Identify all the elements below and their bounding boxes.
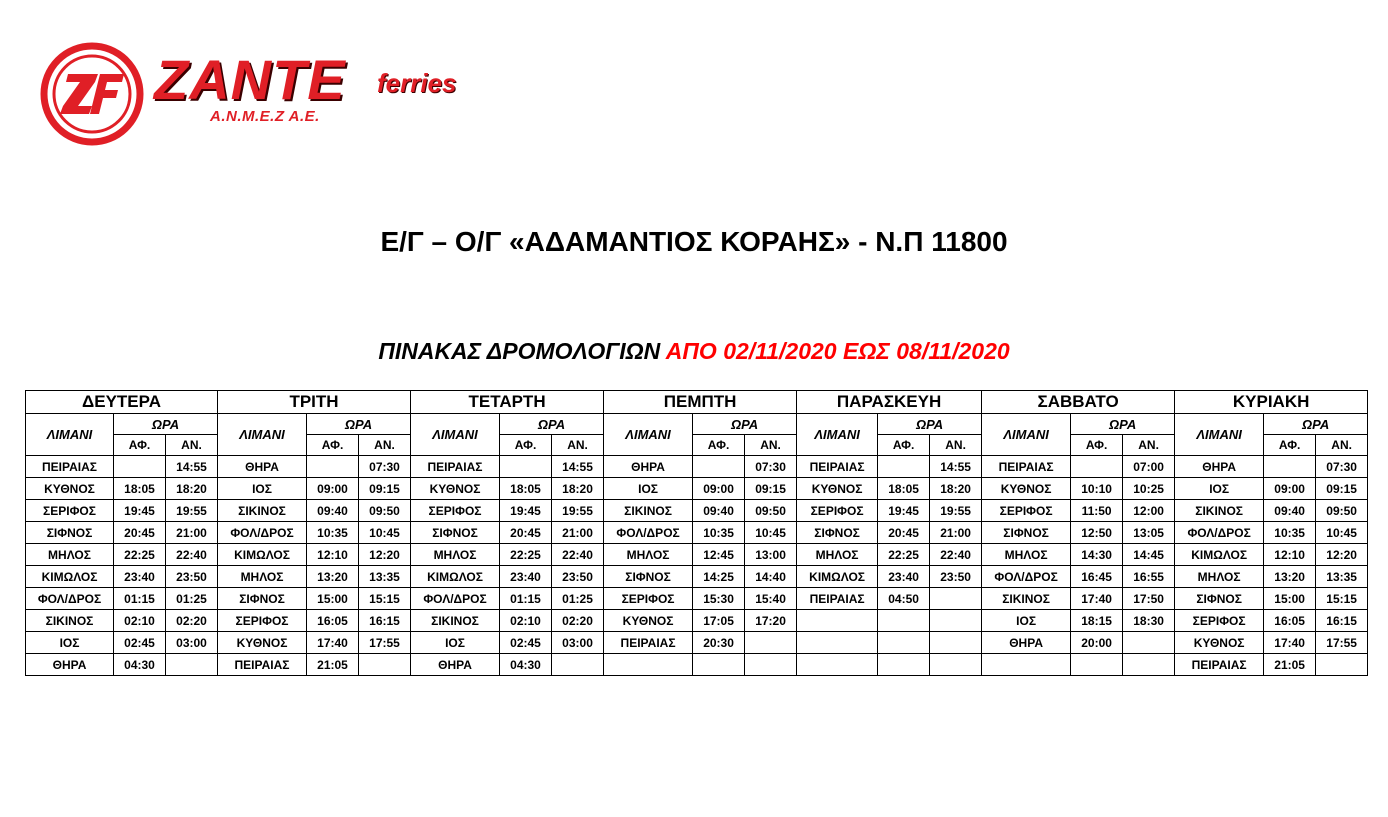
arrival-cell: 09:15 <box>1316 478 1368 500</box>
departure-cell: 23:40 <box>500 566 552 588</box>
arrival-cell: 13:35 <box>359 566 411 588</box>
departure-cell: 09:00 <box>307 478 359 500</box>
time-column-header: ΩΡΑ <box>1264 414 1368 435</box>
arrival-cell: 15:15 <box>359 588 411 610</box>
departure-cell: 18:05 <box>500 478 552 500</box>
time-column-header: ΩΡΑ <box>114 414 218 435</box>
departure-cell: 21:05 <box>307 654 359 676</box>
day-header: ΠΕΜΠΤΗ <box>604 391 797 414</box>
departure-cell: 10:35 <box>1264 522 1316 544</box>
table-row <box>26 610 1368 632</box>
port-cell: ΜΗΛΟΣ <box>1175 566 1264 588</box>
arrival-cell: 15:15 <box>1316 588 1368 610</box>
port-cell: ΣΕΡΙΦΟΣ <box>797 500 878 522</box>
arrival-cell <box>552 654 604 676</box>
port-cell: ΣΕΡΙΦΟΣ <box>26 500 114 522</box>
time-column-header: ΩΡΑ <box>878 414 982 435</box>
arrival-cell: 10:45 <box>745 522 797 544</box>
port-cell: ΣΕΡΙΦΟΣ <box>1175 610 1264 632</box>
arrival-cell: 09:50 <box>359 500 411 522</box>
port-cell <box>604 654 693 676</box>
departure-cell: 10:35 <box>693 522 745 544</box>
port-cell: ΚΥΘΝΟΣ <box>1175 632 1264 654</box>
port-cell: ΘΗΡΑ <box>411 654 500 676</box>
arrival-cell: 02:20 <box>166 610 218 632</box>
arrival-cell: 22:40 <box>930 544 982 566</box>
port-cell: ΠΕΙΡΑΙΑΣ <box>797 456 878 478</box>
port-cell: ΚΙΜΩΛΟΣ <box>1175 544 1264 566</box>
arrival-cell: 14:40 <box>745 566 797 588</box>
port-cell: ΣΙΦΝΟΣ <box>604 566 693 588</box>
arrival-cell: 10:45 <box>1316 522 1368 544</box>
zante-ferries-logo <box>40 42 510 146</box>
departure-cell: 15:00 <box>1264 588 1316 610</box>
port-column-header: ΛΙΜΑΝΙ <box>26 414 114 456</box>
arrival-cell <box>359 654 411 676</box>
arrival-cell: 13:00 <box>745 544 797 566</box>
departure-cell: 16:45 <box>1071 566 1123 588</box>
port-cell: ΣΙΚΙΝΟΣ <box>411 610 500 632</box>
departure-cell: 02:45 <box>114 632 166 654</box>
departure-cell: 22:25 <box>878 544 930 566</box>
departure-cell: 18:05 <box>878 478 930 500</box>
departure-cell: 15:00 <box>307 588 359 610</box>
departure-column-header: ΑΦ. <box>1264 435 1316 456</box>
arrival-cell: 03:00 <box>166 632 218 654</box>
departure-cell: 02:45 <box>500 632 552 654</box>
arrival-cell: 15:40 <box>745 588 797 610</box>
port-cell: ΦΟΛ/ΔΡΟΣ <box>1175 522 1264 544</box>
departure-cell: 12:10 <box>307 544 359 566</box>
table-row <box>26 632 1368 654</box>
day-header: ΣΑΒΒΑΤΟ <box>982 391 1175 414</box>
departure-cell: 16:05 <box>307 610 359 632</box>
port-cell: ΠΕΙΡΑΙΑΣ <box>797 588 878 610</box>
departure-cell: 17:05 <box>693 610 745 632</box>
departure-cell: 09:00 <box>1264 478 1316 500</box>
port-cell: ΙΟΣ <box>604 478 693 500</box>
departure-cell: 02:10 <box>500 610 552 632</box>
departure-cell: 20:45 <box>500 522 552 544</box>
arrival-cell: 01:25 <box>166 588 218 610</box>
table-row <box>26 500 1368 522</box>
arrival-cell: 09:15 <box>745 478 797 500</box>
arrival-cell: 12:20 <box>1316 544 1368 566</box>
arrival-column-header: ΑΝ. <box>1316 435 1368 456</box>
departure-cell: 18:05 <box>114 478 166 500</box>
port-cell: ΚΥΘΝΟΣ <box>797 478 878 500</box>
departure-cell: 22:25 <box>114 544 166 566</box>
departure-cell <box>307 456 359 478</box>
port-cell <box>797 610 878 632</box>
arrival-cell: 03:00 <box>552 632 604 654</box>
port-cell: ΜΗΛΟΣ <box>982 544 1071 566</box>
departure-cell: 20:45 <box>878 522 930 544</box>
arrival-cell: 19:55 <box>552 500 604 522</box>
departure-cell <box>500 456 552 478</box>
port-cell: ΚΥΘΝΟΣ <box>218 632 307 654</box>
departure-cell: 12:10 <box>1264 544 1316 566</box>
table-row <box>26 478 1368 500</box>
port-cell: ΜΗΛΟΣ <box>218 566 307 588</box>
departure-cell: 16:05 <box>1264 610 1316 632</box>
arrival-cell: 14:55 <box>166 456 218 478</box>
arrival-cell: 14:45 <box>1123 544 1175 566</box>
port-cell: ΣΕΡΙΦΟΣ <box>218 610 307 632</box>
departure-cell: 12:45 <box>693 544 745 566</box>
departure-cell: 11:50 <box>1071 500 1123 522</box>
port-cell: ΚΙΜΩΛΟΣ <box>797 566 878 588</box>
arrival-cell: 01:25 <box>552 588 604 610</box>
departure-column-header: ΑΦ. <box>307 435 359 456</box>
time-column-header: ΩΡΑ <box>1071 414 1175 435</box>
arrival-cell: 17:55 <box>359 632 411 654</box>
arrival-cell: 10:25 <box>1123 478 1175 500</box>
arrival-cell <box>930 654 982 676</box>
departure-cell: 12:50 <box>1071 522 1123 544</box>
departure-cell: 09:40 <box>1264 500 1316 522</box>
departure-cell: 19:45 <box>878 500 930 522</box>
port-cell: ΘΗΡΑ <box>982 632 1071 654</box>
arrival-cell <box>1123 632 1175 654</box>
day-header-row <box>26 391 1368 414</box>
arrival-cell <box>930 588 982 610</box>
departure-cell: 10:35 <box>307 522 359 544</box>
time-column-header: ΩΡΑ <box>500 414 604 435</box>
table-row <box>26 522 1368 544</box>
departure-column-header: ΑΦ. <box>114 435 166 456</box>
arrival-cell: 13:35 <box>1316 566 1368 588</box>
arrival-cell <box>745 654 797 676</box>
port-cell: ΠΕΙΡΑΙΑΣ <box>26 456 114 478</box>
day-header: ΠΑΡΑΣΚΕΥΗ <box>797 391 982 414</box>
departure-column-header: ΑΦ. <box>878 435 930 456</box>
arrival-cell <box>1316 654 1368 676</box>
brand-suffix: ferries <box>377 68 457 98</box>
port-cell: ΣΙΦΝΟΣ <box>218 588 307 610</box>
table-row <box>26 588 1368 610</box>
time-header-row <box>26 414 1368 435</box>
port-cell: ΣΕΡΙΦΟΣ <box>604 588 693 610</box>
departure-cell: 13:20 <box>1264 566 1316 588</box>
departure-cell: 17:40 <box>1071 588 1123 610</box>
port-cell: ΣΕΡΙΦΟΣ <box>411 500 500 522</box>
arrival-cell: 21:00 <box>166 522 218 544</box>
port-cell: ΘΗΡΑ <box>26 654 114 676</box>
arrival-cell: 17:50 <box>1123 588 1175 610</box>
schedule-date-range: ΑΠΟ 02/11/2020 ΕΩΣ 08/11/2020 <box>665 338 1010 364</box>
arrival-column-header: ΑΝ. <box>359 435 411 456</box>
port-cell: ΘΗΡΑ <box>604 456 693 478</box>
arrival-cell: 19:55 <box>930 500 982 522</box>
arrival-cell: 07:30 <box>1316 456 1368 478</box>
arrival-cell: 17:55 <box>1316 632 1368 654</box>
arrival-cell: 18:20 <box>930 478 982 500</box>
arrival-cell: 19:55 <box>166 500 218 522</box>
table-row <box>26 654 1368 676</box>
schedule-title <box>0 338 1388 365</box>
departure-cell: 10:10 <box>1071 478 1123 500</box>
ship-title: Ε/Γ – Ο/Γ «ΑΔΑΜΑΝΤΙΟΣ ΚΟΡΑΗΣ» - Ν.Π 11800 <box>380 226 1008 257</box>
port-cell: ΣΙΦΝΟΣ <box>411 522 500 544</box>
company-name: Α.Ν.Μ.Ε.Ζ Α.Ε. <box>210 108 320 125</box>
port-cell: ΠΕΙΡΑΙΑΣ <box>218 654 307 676</box>
timetable <box>25 390 1368 676</box>
port-cell: ΘΗΡΑ <box>218 456 307 478</box>
port-cell: ΘΗΡΑ <box>1175 456 1264 478</box>
arrival-column-header: ΑΝ. <box>166 435 218 456</box>
port-cell: ΦΟΛ/ΔΡΟΣ <box>604 522 693 544</box>
port-cell: ΠΕΙΡΑΙΑΣ <box>1175 654 1264 676</box>
port-cell <box>797 632 878 654</box>
departure-cell: 18:15 <box>1071 610 1123 632</box>
arrival-cell: 09:15 <box>359 478 411 500</box>
port-cell: ΦΟΛ/ΔΡΟΣ <box>982 566 1071 588</box>
departure-cell: 23:40 <box>114 566 166 588</box>
arrival-cell: 07:30 <box>745 456 797 478</box>
port-cell: ΙΟΣ <box>1175 478 1264 500</box>
departure-cell: 20:00 <box>1071 632 1123 654</box>
arrival-cell: 17:20 <box>745 610 797 632</box>
day-header: ΚΥΡΙΑΚΗ <box>1175 391 1368 414</box>
departure-cell: 14:25 <box>693 566 745 588</box>
arrival-cell: 13:05 <box>1123 522 1175 544</box>
departure-cell <box>878 456 930 478</box>
port-cell: ΦΟΛ/ΔΡΟΣ <box>411 588 500 610</box>
arrival-cell: 10:45 <box>359 522 411 544</box>
port-column-header: ΛΙΜΑΝΙ <box>218 414 307 456</box>
arrival-cell: 18:30 <box>1123 610 1175 632</box>
departure-cell: 19:45 <box>114 500 166 522</box>
arrival-cell: 18:20 <box>552 478 604 500</box>
port-cell: ΣΕΡΙΦΟΣ <box>982 500 1071 522</box>
arrival-cell: 21:00 <box>552 522 604 544</box>
port-column-header: ΛΙΜΑΝΙ <box>797 414 878 456</box>
departure-cell: 14:30 <box>1071 544 1123 566</box>
port-cell: ΣΙΚΙΝΟΣ <box>218 500 307 522</box>
port-cell: ΣΙΚΙΝΟΣ <box>1175 500 1264 522</box>
arrival-column-header: ΑΝ. <box>552 435 604 456</box>
port-cell: ΚΙΜΩΛΟΣ <box>411 566 500 588</box>
port-cell: ΠΕΙΡΑΙΑΣ <box>604 632 693 654</box>
arrival-cell <box>1123 654 1175 676</box>
departure-cell: 19:45 <box>500 500 552 522</box>
brand-name: ZANTE <box>154 48 346 111</box>
day-header: ΔΕΥΤΕΡΑ <box>26 391 218 414</box>
port-cell: ΦΟΛ/ΔΡΟΣ <box>218 522 307 544</box>
departure-cell: 20:30 <box>693 632 745 654</box>
port-cell: ΣΙΦΝΟΣ <box>797 522 878 544</box>
departure-cell: 23:40 <box>878 566 930 588</box>
departure-cell <box>1264 456 1316 478</box>
port-cell <box>982 654 1071 676</box>
departure-cell: 09:00 <box>693 478 745 500</box>
arrival-cell: 09:50 <box>1316 500 1368 522</box>
departure-cell: 17:40 <box>307 632 359 654</box>
port-cell: ΣΙΚΙΝΟΣ <box>26 610 114 632</box>
arrival-cell: 07:30 <box>359 456 411 478</box>
departure-cell: 17:40 <box>1264 632 1316 654</box>
port-cell: ΣΙΦΝΟΣ <box>1175 588 1264 610</box>
port-cell: ΣΙΦΝΟΣ <box>982 522 1071 544</box>
arrival-cell: 14:55 <box>552 456 604 478</box>
arrival-cell: 21:00 <box>930 522 982 544</box>
departure-cell: 04:50 <box>878 588 930 610</box>
departure-cell <box>1071 654 1123 676</box>
departure-cell <box>693 456 745 478</box>
departure-cell: 09:40 <box>693 500 745 522</box>
departure-cell: 04:30 <box>114 654 166 676</box>
arrival-cell: 16:15 <box>1316 610 1368 632</box>
arrival-cell: 22:40 <box>166 544 218 566</box>
departure-cell <box>1071 456 1123 478</box>
port-cell <box>797 654 878 676</box>
arrival-cell: 02:20 <box>552 610 604 632</box>
port-cell: ΣΙΚΙΝΟΣ <box>982 588 1071 610</box>
departure-cell: 04:30 <box>500 654 552 676</box>
departure-cell: 09:40 <box>307 500 359 522</box>
port-cell: ΦΟΛ/ΔΡΟΣ <box>26 588 114 610</box>
port-cell: ΚΥΘΝΟΣ <box>604 610 693 632</box>
departure-cell: 21:05 <box>1264 654 1316 676</box>
schedule-title-prefix: ΠΙΝΑΚΑΣ ΔΡΟΜΟΛΟΓΙΩΝ <box>378 338 661 364</box>
arrival-cell: 07:00 <box>1123 456 1175 478</box>
arrival-cell: 22:40 <box>552 544 604 566</box>
arrival-cell: 12:20 <box>359 544 411 566</box>
port-column-header: ΛΙΜΑΝΙ <box>604 414 693 456</box>
departure-cell: 13:20 <box>307 566 359 588</box>
arrival-cell: 23:50 <box>552 566 604 588</box>
arrival-cell <box>166 654 218 676</box>
port-cell: ΜΗΛΟΣ <box>26 544 114 566</box>
port-cell: ΙΟΣ <box>218 478 307 500</box>
arrival-cell <box>930 610 982 632</box>
departure-cell: 15:30 <box>693 588 745 610</box>
departure-cell <box>878 654 930 676</box>
departure-cell: 01:15 <box>114 588 166 610</box>
port-cell: ΚΥΘΝΟΣ <box>411 478 500 500</box>
port-column-header: ΛΙΜΑΝΙ <box>411 414 500 456</box>
time-column-header: ΩΡΑ <box>307 414 411 435</box>
port-cell: ΚΥΘΝΟΣ <box>982 478 1071 500</box>
arrival-cell: 12:00 <box>1123 500 1175 522</box>
departure-cell: 02:10 <box>114 610 166 632</box>
arrival-column-header: ΑΝ. <box>930 435 982 456</box>
table-row <box>26 566 1368 588</box>
arrival-cell: 23:50 <box>930 566 982 588</box>
port-cell: ΣΙΚΙΝΟΣ <box>604 500 693 522</box>
port-cell: ΙΟΣ <box>411 632 500 654</box>
departure-cell <box>878 610 930 632</box>
departure-cell <box>114 456 166 478</box>
departure-cell: 22:25 <box>500 544 552 566</box>
departure-cell <box>693 654 745 676</box>
departure-cell: 20:45 <box>114 522 166 544</box>
arrival-cell: 18:20 <box>166 478 218 500</box>
day-header: ΤΡΙΤΗ <box>218 391 411 414</box>
departure-cell <box>878 632 930 654</box>
port-cell: ΙΟΣ <box>982 610 1071 632</box>
port-column-header: ΛΙΜΑΝΙ <box>1175 414 1264 456</box>
arrival-cell: 14:55 <box>930 456 982 478</box>
departure-column-header: ΑΦ. <box>693 435 745 456</box>
arrival-cell <box>745 632 797 654</box>
arrival-column-header: ΑΝ. <box>1123 435 1175 456</box>
port-cell: ΠΕΙΡΑΙΑΣ <box>411 456 500 478</box>
time-column-header: ΩΡΑ <box>693 414 797 435</box>
table-row <box>26 544 1368 566</box>
table-row <box>26 456 1368 478</box>
port-cell: ΚΙΜΩΛΟΣ <box>218 544 307 566</box>
port-cell: ΚΥΘΝΟΣ <box>26 478 114 500</box>
port-cell: ΜΗΛΟΣ <box>797 544 878 566</box>
arrival-cell: 16:15 <box>359 610 411 632</box>
port-cell: ΜΗΛΟΣ <box>604 544 693 566</box>
port-cell: ΚΙΜΩΛΟΣ <box>26 566 114 588</box>
arrival-cell <box>930 632 982 654</box>
arrival-cell: 16:55 <box>1123 566 1175 588</box>
arrival-cell: 09:50 <box>745 500 797 522</box>
arrival-column-header: ΑΝ. <box>745 435 797 456</box>
port-cell: ΙΟΣ <box>26 632 114 654</box>
port-cell: ΠΕΙΡΑΙΑΣ <box>982 456 1071 478</box>
port-cell: ΣΙΦΝΟΣ <box>26 522 114 544</box>
departure-cell: 01:15 <box>500 588 552 610</box>
departure-column-header: ΑΦ. <box>1071 435 1123 456</box>
day-header: ΤΕΤΑΡΤΗ <box>411 391 604 414</box>
zf-emblem-icon <box>40 42 144 146</box>
port-cell: ΜΗΛΟΣ <box>411 544 500 566</box>
port-column-header: ΛΙΜΑΝΙ <box>982 414 1071 456</box>
departure-column-header: ΑΦ. <box>500 435 552 456</box>
arrival-cell: 23:50 <box>166 566 218 588</box>
